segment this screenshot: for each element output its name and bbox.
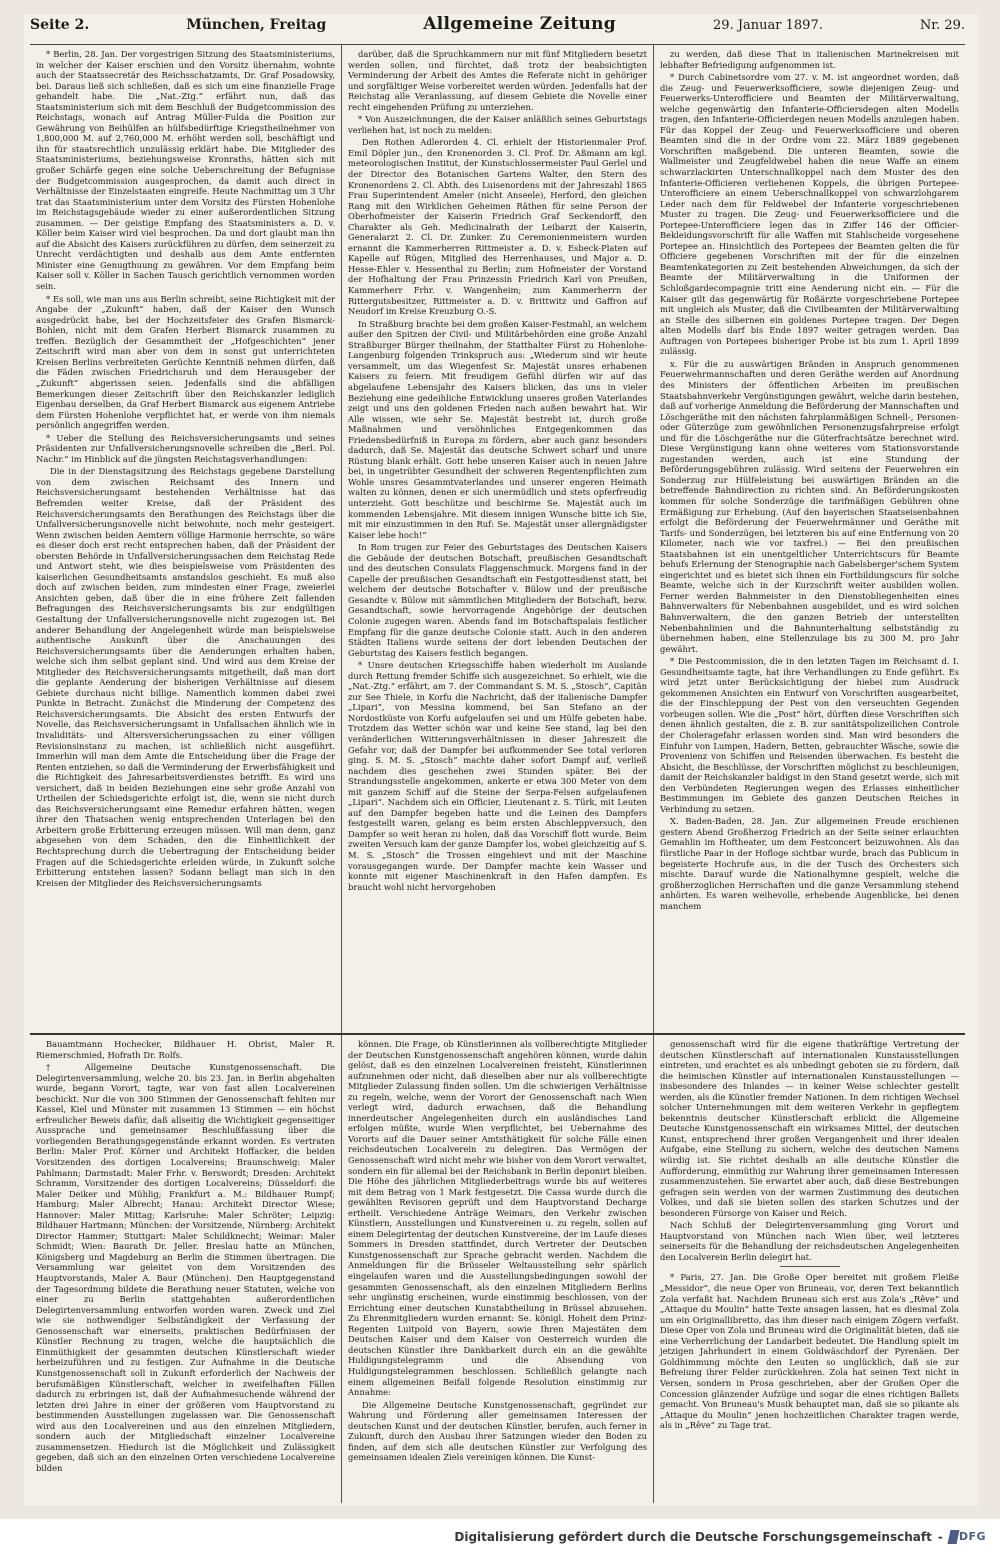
article-paragraph: Den Rothen Adlerorden 4. Cl. erhielt der Historienmaler Prof. Emil Döpler jun., den Kronenorden 3. Cl. Prof. Dr. Aßmann am kgl. meteorologischen Institut, der Kunstschlossermeister Paul Gerlel und der Director des Botanischen Gartens Walter, den Stern des Kronenordens 2. Cl. Abth. des Luisenordens mit der Jahreszahl 1865 Frau Superintendent Ameler (nicht Anseele), Herford, den gleichen Rang mit den Wirklichen Geheimen Räthen für seine Person der Oberhofmeister der Kaiserin Friedrich Graf Seckendorff, den Charakter als Geh. Medicinalrath der Leibarzt der Kaiserin, Generalarzt 2. Cl. Dr. Zunker. Zu Ceremonienmeistern wurden ernannt die Kammerherren Rittmeister a. D. v. Esbeck-Platen auf Kapelle auf Rügen, Mitglied des Herrenhauses, und Major a. D. Hesse-Ehler v. Hessenthal zu Berlin; zum Hofmeister der Vorstand der Hofhaltung der Frau Prinzessin Friedrich Karl von Preußen, Kammerherr Frhr. v. Wangenheim; zum Kammerherrn der Rittergutsbesitzer, Rittmeister a. D. v. Brittwitz und Gaffron auf Neudorf im Kreise Kreuzburg O.-S. [348, 137, 647, 317]
article-paragraph: In Rom trugen zur Feier des Geburtstages des Deutschen Kaisers die Gebäude der deutschen Botschaft, preußischen Gesandtschaft und des deutschen Consulats Flaggenschmuck. Morgens fand in der Capelle der preußischen Gesandtschaft ein Festgottesdienst statt, bei welchem der deutsche Botschafter v. Bülow und der preußische Gesandte v. Bülow mit sämmtlichen Mitgliedern der Botschaft, bezw. Gesandtschaft, sowie hervorragende Angehörige der deutschen Colonie zugegen waren. Abends fand im Botschaftspalais festlicher Empfang für die ganze deutsche Colonie statt. Auch in den anderen Städten Italiens wurde seitens der dort lebenden Deutschen der Geburtstag des Kaisers festlich begangen. [348, 542, 647, 658]
article-paragraph: X. Baden-Baden, 28. Jan. Zur allgemeinen Freude erschienen gestern Abend Großherzog Friedrich an der Seite seiner erlauchten Gemahlin im Hoftheater, um dem Festconcert beizuwohnen. Als das fürstliche Paar in der Hofloge sichtbar wurde, brach das Publicum in begeisterte Hochrufe aus, in die der Tusch des Orchesters sich mischte. Darauf wurde die Nationalhymne gespielt, welche die großherzoglichen Herrschaften und die ganze Versammlung stehend anhörten. Es waren weihevolle, erhebende Augenblicke, bei denen manchem [660, 816, 959, 911]
article-paragraph: * Es soll, wie man uns aus Berlin schreibt, seine Richtigkeit mit der Angabe der „Zukunft“ haben, daß der Kaiser den Wunsch ausgedrückt habe, bei der Hochzeitsfeier des Grafen Bismarck-Bohlen, nicht mit dem Grafen Herbert Bismarck zusammen zu treffen. Bezüglich der Gesammtheit der „Hofgeschichten“ jener Zeitschrift wird man aber von dem in sonst gut unterrichteten Kreisen Berlins verbreiteten Gerüchte Kenntniß nehmen dürfen, daß die Fäden zwischen Friedrichsruh und dem Herausgeber der „Zukunft“ abgerissen seien. Jedenfalls sind die abfälligen Bemerkungen dieser Zeitschrift über den Reichskanzler lediglich Eigenbau derselben, da Graf Herbert Bismarck aus eigenem Antriebe dem Fürsten Hohenlohe verpflichtet hat, er werde von ihm niemals persönlich angegriffen werden. [36, 293, 335, 431]
article-paragraph: * Die Pestcommission, die in den letzten Tagen im Reichsamt d. I. Gesundheitsamte tagte, hat ihre Verhandlungen zu Ende geführt. Es wird jetzt unter Berücksichtigung der hiebei zum Ausdruck gekommenen Ansichten ein Entwurf von Vorschriften ausgearbeitet, die der Einschleppung der Pest von den verseuchten Gegenden vorbeugen sollen. Wie die „Post“ hört, dürften diese Vorschriften sich denen ähnlich gestalten, die z. B. zur sanitätspolizeilichen Controle der Choleragefahr erlassen worden sind. Man wird besonders die Einfuhr von Lumpen, Hadern, Betten, gebrauchter Wäsche, sowie die Provenienz von Schiffen und Reisenden überwachen. Es besteht die Absicht, die Beschlüsse, der Vorschriften möglichst zu beschleunigen, damit der Reichskanzler baldigst in den Stand gesetzt werde, sich mit den Verbündeten Regierungen wegen des Erlasses einheitlicher Bestimmungen im Gebiete des ganzen Deutschen Reiches in Verbindung zu setzen. [660, 656, 959, 814]
article-paragraph: * Paris, 27. Jan. Die Große Oper bereitet mit großem Fleiße „Messidor“, die neue Oper von Bruneau, vor, deren Text bekanntlich Zola verfaßt hat. Nachdem Bruneau sich erst aus Zola's „Rêve“ und „Attaque du Moulin“ hatte Texte ansagen lassen, hat es diesmal Zola um ein Originallibretto, das ihm dieser nach einigem Zögern verfaßt. Diese Oper von Zola und Bruneau wird die Originalität bieten, daß sie eine Verherrlichung der Landarbeit bedeutet. Die Handlung spielt im jetzigen Jahrhundert in einem Goldwäschdorf der Pyrenäen. Der Goldhimmung möchte den Leuten so unglücklich, daß sie zur Befreiung ihrer Felder zurückkehren. Zola hat seinen Text nicht in Versen, sondern in Prosa geschrieben, aber der Großen Oper die Concession glänzender Aufzüge und sogar die eines richtigen Ballets gemacht. Von Bruneau's Musik behauptet man, daß sie so pikante als „Attaque du Moulin“ jenen hochzeitlichen Charakter tragen werde, als in „Rêve“ zu Tage trat. [660, 1272, 959, 1431]
article-paragraph: können. Die Frage, ob Künstlerinnen als vollberechtigte Mitglieder der Deutschen Kunstgenossenschaft angehören können, wurde dahin gelöst, daß es den einzelnen Localvereinen freisteht, Künstlerinnen aufzunehmen oder nicht, daß dieselben aber nur als vollberechtigte Mitglieder Zulassung finden sollen. Um die schwierigen Verhältnisse zu regeln, welche, wenn der Vorort der Genossenschaft nach Wien verlegt wird, dadurch erwachsen, daß die Behandlung innerdeutscher Angelegenheiten durch ein ausländisches Land erfolgen müßte, wurde Wien verpflichtet, bei Uebernahme des Vororts auf die Dauer seiner Amtsthätigkeit für solche Fälle einen reichsdeutschen Localverein zu delegiren. Das Vermögen der Genossenschaft wird nicht mehr wie bisher von dem Vorort verwaltet, sondern ein für allemal bei der Reichsbank in Berlin deponirt bleiben. Die Höhe des jährlichen Mitgliederbeitrags wurde bis auf weiteres mit dem Betrag von 1 Mark festgesetzt. Die Cassa wurde durch die gewählten Revisoren geprüft und dem Hauptvorstand Decharge ertheilt. Verschiedene Anträge Weimars, den Verkehr zwischen Künstlern, Ausstellungen und Kunstvereinen u. zu regeln, sollen auf einem Delegirtentag der deutschen Kunstvereine, der im Laufe dieses Sommers in Dresden stattfindet, durch Vertreter der Deutschen Kunstgenossenschaft zur Sprache gebracht werden. Nachdem die Anmeldungen für die Brüsseler Weltausstellung sehr spärlich eingelaufen waren und die Ausstellungsbedingungen sowohl der gesammten Genossenschaft, als den einzelnen Mitgliedern Berlins sehr ungünstig erscheinen, wurde einstimmig beschlossen, von der Errichtung einer deutschen Kunstabtheilung in Brüssel abzusehen. Zu Ehrenmitgliedern wurden ernannt: Se. königl. Hoheit dem Prinz-Regenten Luitpold von Bayern, sowie Ihren Majestäten dem Deutschen Kaiser und dem Kaiser von Oesterreich wurden die deutschen Künstler ihre Dankbarkeit durch ein an die gewählte Huldigungstelegramm und die Absendung von Huldigungstelegrammen beschlossen. Schließlich gelangte nach einem allgemeinen Beifall folgende Resolution einstimmig zur Annahme: [348, 1039, 647, 1398]
lower-column-1 [30, 1035, 341, 1503]
upper-column-1 [30, 45, 341, 1033]
place-day: München, Freitag [186, 17, 327, 33]
feuilleton-section [30, 1035, 965, 1503]
article-paragraph: * Berlin, 28. Jan. Der vorgestrigen Sitzung des Staatsministeriums, in welcher der Kaiser erschien und den Vorsitz übernahm, wohnte auch der Staatssecretär des Reichsschatzamts, Dr. Graf Posadowsky, bei. Daraus ließ sich schließen, daß es sich um eine finanzielle Frage gehandelt habe. Die „Nat.-Ztg.“ erfährt nun, daß das Staatsministerium sich mit dem Beschluß der Budgetcommission des Reichstags, wonach auf Antrag Müller-Fulda die Position zur Gewährung von Beihülfen an hülfsbedürftige Kriegstheilnehmer von 1,800,000 M. auf 2,760,000 M. erhöht werden soll, beschäftigt und ihn für staatsrechtlich unzulässig erklärt habe. Die Mitglieder des Staatsministeriums, beziehungsweise Kronraths, hätten sich mit großer Schärfe gegen eine solche Ueberschreitung der Befugnisse der Budgetcommission ausgesprochen, da damit auch direct in Verhältnisse der Einzelstaaten eingreife. Heute Nachmittag um 3 Uhr trat das Staatsministerium unter dem Vorsitz des Fürsten Hohenlohe im Reichstagsgebäude wieder zu einer außerordentlichen Sitzung zusammen. — Der geistige Empfang des Staatsministers a. D. v. Köller beim Kaiser wird viel besprochen. Da und dort glaubt man ihn auf die Absicht des Kaisers zurückführen zu dürfen, dem seinerzeit zu Unrecht verdächtigten und deshalb aus dem Amte entfernten Minister eine Genugthuung zu gewähren. Vor dem Empfang beim Kaiser soll v. Köller in Sachen Tausch gerichtlich vernommen worden sein. [36, 49, 335, 292]
article-paragraph: * Von Auszeichnungen, die der Kaiser anläßlich seines Geburtstags verliehen hat, ist noch zu melden: [348, 114, 647, 135]
upper-column-3 [653, 45, 965, 1033]
article-paragraph: * Unsre deutschen Kriegsschiffe haben wiederholt im Auslande durch Rettung fremder Schiffe sich ausgezeichnet. So erhielt, wie die „Nat.-Ztg.“ erfährt, am 7. der Commandant S. M. S. „Stosch“, Capitän zur See Thiele, in Korfu die Nachricht, daß der italienische Dampfer „Lipari“, von Messina kommend, bei San Stefano an der Nordostküste von Korfu aufgelaufen sei und um Hülfe gebeten habe. Trotzdem das Wetter schön war und keine See stand, lag bei den veränderlichen Witterungsverhältnissen in dieser Jahreszeit die Gefahr vor, daß der Dampfer bei aufkommender See total verloren ging. S. M. S. „Stosch“ machte daher sofort Dampf auf, verließ nachdem dies geschehen zwei Stunden später. Bei der Strandungsstelle angekommen, ankerte er etwa 300 Meter von dem mit ganzem Schiff auf die Steine der Serpa-Felsen aufgelaufenen „Lipari“. Nachdem sich ein Officier, Lieutenant z. S. Türk, mit Leuten auf den Dampfer begeben hatte und die Leinen des Dampfers festgestellt waren, gelang es beim ersten Abschleppversuch, den Dampfer so weit heran zu holen, daß das Vorschiff flott wurde. Beim zweiten Versuch kam der ganze Dampfer los, wobei gleichzeitig auf S. M. S. „Stosch“ die Trossen eingehievt und mit der Maschine vorausgegangen wurde. Der Dampfer machte kein Wasser und konnte mit eigener Maschinenkraft in den Hafen dampfen. Es braucht wohl nicht hervorgehoben [348, 660, 647, 892]
dfg-logo-mark [947, 1530, 959, 1544]
article-paragraph: genossenschaft wird für die eigene thatkräftige Vertretung der deutschen Künstlerschaft auf internationalen Kunstausstellungen eintreten, und erachtet es als unbedingt geboten sie zu fördern, daß die heimischen Künstler auf internationalen Kunstausstellungen — insbesondere des Inlandes — in keiner Weise schlechter gestellt werden, als die Künstler fremder Nationen. In dem richtigen Wechsel solcher Unternehmungen mit dem weiteren Verkehr in gepflegtem bekenntnis deutscher Künstlerschaft erblickt die Allgemeine Deutsche Kunstgenossenschaft ein wirksames Mittel, der deutschen Kunst, entsprechend ihrer großen Vergangenheit und ihrer idealen Aufgabe, eine Stellung zu sichern, welche des deutschen Namens würdig ist. Sie richtet deshalb an alle deutsche Künstler die Aufforderung, einmüthig zur Wahrung ihrer gemeinsamen Interessen zusammenzustehen. Sie erwartet aber auch, daß diese Bestrebungen gefragen sein werden von der warmen Zustimmung des deutschen Volkes, und daß sie bieten sollen des starken Schutzes und der besonderen Fürsorge von Kaiser und Reich. [660, 1039, 959, 1218]
issue-date: 29. Januar 1897. [713, 18, 823, 33]
article-paragraph: Nach Schluß der Delegirtenversammlung ging Vorort und Hauptvorstand von München nach Wien über, weil letzteres seinerseits für die Behandlung der reichsdeutschen Angelegenheiten den Localverein Berlin delegirt hat. [660, 1220, 959, 1262]
article-paragraph: Die in der Dienstagsitzung des Reichstags gegebene Darstellung von dem zwischen Reichsamt des Innern und Reichsversicherungsamt bestehenden Verhältnisse hat das Befremden weiter Kreise, daß der Präsident des Reichsversicherungsamts den Berathungen des Reichstags über die Unfallversicherungsnovelle nicht beiwohnte, noch mehr gesteigert. Wenn zwischen beiden Aemtern völlige Harmonie herrschte, so wäre es dieser doch erst recht entsprechen haben, daß der Präsident der obersten Behörde in Unfallversicherungssachen dem Reichstag Rede und Antwort steht, wie dies beispielsweise vom Präsidenten des kaiserlichen Gesundheitsamts anstandslos geschieht. Es muß also doch auf zwischen beiden, zum mindesten einer Frage, zweierlei Ansichten geben, daß über die in eine frühere Zeit fallenden Befragungen des Reichsversicherungsamts bis zur endgültigen Gestaltung der Unfallversicherungsnovelle nicht zugezogen ist. Bei anderer Behandlung der Angelegenheit würde man beispielsweise authentische Auskunft über die Anschauungen des Reichsversicherungsamts über die Aenderungen erhalten haben, welche sich ihm selbst geplant sind. Und wird aus dem Kreise der Mitglieder des Reichsversicherungsamts mitgetheilt, daß man dort die geplante Aenderung der bisherigen Verhältnisse auf diesem Gebiete durchaus nicht billige. Namentlich kommen dabei zwei Punkte in Betracht. Zunächst die Minderung der Competenz des Reichsversicherungsamts. Die Absicht des ersten Entwurfs der Novelle, das Reichsversicherungsamt in Unfallsachen ähnlich wie in Invaliditäts- und Altersversicherungssachen zu einer völligen Revisionsinstanz zu machen, ist schließlich nicht ausgeführt. Immerhin will man dem Amte die Entscheidung über die Frage der Renten entziehen, so daß die Verminderung der Erwerbsfähigkeit und die Richtigkeit des Jahresarbeitsverdienstes betrifft. Es wird uns versichert, daß in beiden Beziehungen eine sehr große Anzahl von Urtheilen der Schiedsgerichte erfolgt ist, die, wenn sie nicht durch das Reichsversicherungsamt eine Remedur erfahren hätten, wegen ihrer den Thatsachen wenig entsprechenden Unterlagen bei den Arbeitern große Erbitterung erzeugen müssen. Will man denn, ganz abgesehen von dem Schaden, den die Einheitlichkeit der Rechtsprechung durch die Uebertragung der Entscheidung beider Fragen auf die Schiedsgerichte erleiden würde, in Zukunft solche Erbitterung entstehen lassen? Sodann bellagt man sich in den Kreisen der Mitglieder des Reichsversicherungsamts [36, 466, 335, 888]
article-paragraph: * Durch Cabinetsordre vom 27. v. M. ist angeordnet worden, daß die Zeug- und Feuerwerksofficiere, sowie diejenigen Zeug- und Feuerwerks-Unterofficiere und Beamten der Militärverwaltung, welche gegenwärtig den Infanterie-Officiersdegen alten Modells tragen, den Infanterie-Officierdegen neuen Modells anzulegen haben. Für das Koppel der Zeug- und Feuerwerksofficiere und oberen Beamten sind die in der Ordre vom 22. März 1889 gegebenen Vorschriften maßgebend. Die unteren Beamten, sowie die Wallmeister und Zeugfeldwebel haben die neue Waffe an einem schwarzlackirten Unterschnallkoppel nach dem Muster des den Infanterie-Officieren verliehenen Koppels, die übrigen Portepee-Unterofficiere an einem Ueberschnallkoppel von schwarzlohgarem Leder nach dem für Feldwebel der Infanterie vorgeschriebenen Muster zu tragen. Die Zeug- und Feuerwerksofficiere und die Portepee-Unterofficiere legen das in Ziffer 146 der Officier-Bekleidungsvorschrift für alle Waffen mit Stahlscheide vorgesehene Portepee an. Hinsichtlich des Portepees der Beamten gelten die für Officiere gegebenen Vorschriften mit der für die einzelnen Beamtenkategorien zu Zeit bestehenden Abweichungen, da sich der Beamte der Militärverwaltung in die Uniformen der Schloßgardecompagnie tritt eine Aenderung nicht ein. — Für die Kaiser gilt das gegenwärtig für Roßärzte vorgeschriebene Portepee mit ungleich als Muster, daß die Civilbeamten der Militärverwaltung an Stelle des silbernen ein goldenes Portepee tragen. Der Degen alten Modells darf bis Ende 1897 weiter getragen werden. Das Auftragen von Portepees bisheriger Probe ist bis zum 1. April 1899 zulässig. [660, 72, 959, 357]
section-divider [780, 1266, 840, 1267]
article-paragraph: Die Allgemeine Deutsche Kunstgenossenschaft, gegründet zur Wahrung und Förderung aller gemeinsamen Interessen der deutschen Kunst und der deutschen Künstler, berufen, auch ferner in Zukunft, durch den Ausbau ihrer Satzungen wieder den Boden zu finden, auf dem sich alle deutschen Künstler zur Verfolgung des gemeinsamen idealen Ziels vereinigen können. Die Kunst- [348, 1399, 647, 1463]
dfg-logo-text: DFG [958, 1530, 986, 1543]
article-paragraph: * Ueber die Stellung des Reichsversicherungsamts und seines Präsidenten zur Unfallversicherungsnovelle schreiben die „Berl. Pol. Nachr.“ im Hinblick auf die jüngsten Reichstagsverhandlungen: [36, 432, 335, 464]
article-paragraph: darüber, daß die Spruchkammern nur mit fünf Mitgliedern besetzt werden sollen, und fürchtet, daß trotz der beabsichtigten Verminderung der Arbeit des Amtes die Referate nicht in gehöriger und sorgfältiger Weise vorbereitet werden würden. Jedenfalls hat der Reichstag alle Veranlassung, auf diesem Gebiete die Novelle einer recht eingehenden Prüfung zu unterziehen. [348, 49, 647, 112]
newspaper-title: Allgemeine Zeitung [423, 14, 616, 34]
newspaper-page [24, 14, 979, 1506]
article-paragraph: Bauamtmann Hochecker, Bildhauer H. Obrist, Maler R. Riemerschmied, Hofrath Dr. Rolfs. [36, 1039, 335, 1060]
page-number: Seite 2. [30, 17, 90, 33]
upper-section [30, 45, 965, 1035]
dfg-logo-icon [949, 1530, 986, 1544]
article-paragraph: † Allgemeine Deutsche Kunstgenossenschaft. Die Delegirtenversammlung, welche 20. bis 23. Jan. in Berlin abgehalten wurde, begann Vorort, tagte, war von fast allen Localvereinen beschickt. Nur die von 300 Stimmen der Genossenschaft fehlten nur Kassel, Kiel und Münster mit zusammen 13 Stimmen — ein höchst erfreulicher Beweis dafür, daß allseitig die Wichtigkeit gegenseitiger Aussprache und gemeinsamer Beschlußfassung über die vorliegenden Berathungsgegenstände erkannt worden. Es vertraten Berlin: Maler Prof. Körner und Architekt Hoffacker, die beiden Vorsitzenden des dortigen Localvereins; Braunschweig: Maler Pahlmann; Darmstadt: Maler Frhr. v. Berswordt; Dresden: Architekt Schramm, Vorsitzender des dortigen Localvereins; Düsseldorf: die Maler Deiker und Mühlig; Frankfurt a. M.: Bildhauer Rumpf; Hamburg: Maler Albrecht; Hanau: Architekt Director Wiese; Hannover: Maler Mittag; Karlsruhe: Maler Schröter; Leipzig: Bildhauer Hartmann; München: der Vorsitzende, Nürnberg: Architekt Director Hammer; Stuttgart: Maler Schildknecht; Weimar: Maler Schmidt; Wien: Baurath Dr. Jeller. Breslau hatte an München, Königsberg und Magdeburg an Berlin die Stimmen übertragen. Die Versammlung war geleitet von dem Vorsitzenden des Hauptvorstands, Maler A. Baur (München). Den Hauptgegenstand der Tagesordnung bildete die Berathung neuer Statuten, welche von einer zu Berlin stattgehabten außerordentlichen Delegirtenversammlung entworfen worden waren. Zweck und Ziel wie sie nothwendiger Selbständigkeit der Verfassung der Genossenschaft war einerseits, praktischen Bedürfnissen der Künstler Rechnung zu tragen, welche die hauptsächlich die Einmüthigkeit der gesammten deutschen Künstlerschaft wieder herbeizuführen und zu festigen. Zur Aufnahme in die Deutsche Kunstgenossenschaft soll in Zukunft erforderlich der Nachweis der berufsmäßigen Künstlerschaft, welcher in zweifelhaften Fällen dadurch zu erbringen ist, daß der Aufnahmesuchende während der letzten drei Jahre in einer der größeren vom Hauptvorstand zu bestimmenden Ausstellungen zugelassen war. Die Genossenschaft wird aus den Localvereinen und aus den einzelnen Mitgliedern, sondern auch der Mitgliedschaft einzelner Localvereine zusammensetzen. Hiedurch ist die Möglichkeit und Zulässigkeit gegeben, daß sich an den einzelnen Orten verschiedene Localvereine bilden [36, 1062, 335, 1473]
lower-column-2 [341, 1035, 653, 1503]
masthead [30, 14, 965, 45]
footer-separator: - [937, 1529, 943, 1544]
article-paragraph: In Straßburg brachte bei dem großen Kaiser-Festmahl, an welchem außer den Spitzen der Civil- und Militärbehörden eine große Anzahl Straßburger Bürger theilnahm, der Statthalter Fürst zu Hohenlohe-Langenburg folgenden Trinkspruch aus: „Wiederum sind wir heute versammelt, um das Wiegenfest Sr. Majestät unsres erhabenen Kaisers zu feiern. Mit freudigem Gefühl dürfen wir auf das abgelaufene Lebensjahr des Kaisers blicken, das uns in vieler Beziehung eine gedeihliche Entwicklung unseres großen Vaterlandes zeigt und uns den goldenen Frieden nach außen bewahrt hat. Wir Alle wissen, wie sehr Se. Majestät bestrebt ist, durch große Maßnahmen und versöhnliches Entgegenkommen das Friedensbedürfniß in Europa zu fördern, aber auch ganz besonders dadurch, daß Se. Majestät das deutsche Schwert scharf und unsre Rüstung blank erhält. Gott hebe unseren Kaiser auch in neuen Jahre bei, in ungetrübter Gesundheit der schweren Regentenpflichten zum Wohle unsres Gesammtvaterlandes und unserer engeren Heimath walten zu können, denen er sich unermüdlich und stets opferfreudig unterzieht. Gott beschütze und beschirme Se. Majestät auch im kommenden Lebensjahre. Mit diesem innigen Wunsche bitte ich Sie, mit mir einzustimmen in den Ruf: Se. Majestät unser allergnädigster Kaiser lebe hoch!“ [348, 318, 647, 540]
digitization-footer [0, 1519, 1000, 1554]
upper-column-2 [341, 45, 653, 1033]
lower-column-3 [653, 1035, 965, 1503]
article-paragraph: zu werden, daß diese That in italienischen Marinekreisen mit lebhafter Befriedigung aufgenommen ist. [660, 49, 959, 70]
article-paragraph: x. Für die zu auswärtigen Bränden in Anspruch genommenen Feuerwehrmannschaften und deren Geräthe werden auf Anordnung des Ministers der öffentlichen Arbeiten im preußischen Staatsbahnverkehr Vergünstigungen gewährt, welche darin bestehen, daß auf vorherige Anmeldung die Beförderung der Mannschaften und Löschgeräthe mit den nächsten fahrplanmäßigen Schnell-, Personen- oder Güterzüge zum gewöhnlichen Personenzugsfahrpreise erfolgt und für die Löschgeräthe nur die Güterfrachtsätze berechnet wird. Diese Vergünstigung kann ohne weiteres vom Stationsvorstande zugestanden werden, auch ist eine Stundung der Beförderungsgebühren zulässig. Wird seitens der Feuerwehren ein Sonderzug zur Hülfeleistung bei auswärtigen Bränden an die betreffende Bahndirection zu richten sind. An Beförderungskosten kommen für solche Sonderzüge die tarifmäßigen Gebühren ohne Ermäßigung zur Erhebung. (Auf den bayerischen Staatseisenbahnen erfolgt die Beförderung der Feuerwehrmänner und Geräthe mit Tarifs- und Sonderzügen, bei letzteren bis auf eine Entfernung von 20 Kilometer, nach wie vor taxfrei.) — Bei den preußischen Staatsbahnen ist ein unentgeltlicher Unterrichtscurs für Beamte behufs Erlernung der Stenographie nach Gabelsberger'schem System eingerichtet und es bietet sich ihnen ein Fortbildungscurs für solche Beamte, welche sich in der Kurzschrift weiter ausbilden wollen. Ferner werden Bahnmeister in den Dienstobliegenheiten eines Bahnverwalters für Nebenbahnen ausgebildet, und es wird solchen Bahnverwaltern, die den ganzen Betrieb der unterstellten Nebenbahnlinien und die Bahnunterhaltung selbstständig zu übernehmen haben, eine Stellenzulage bis zu 300 M. pro Jahr gewährt. [660, 358, 959, 654]
funding-credit: Digitalisierung gefördert durch die Deutsche Forschungsgemeinschaft [454, 1529, 932, 1544]
issue-number: Nr. 29. [919, 18, 965, 33]
